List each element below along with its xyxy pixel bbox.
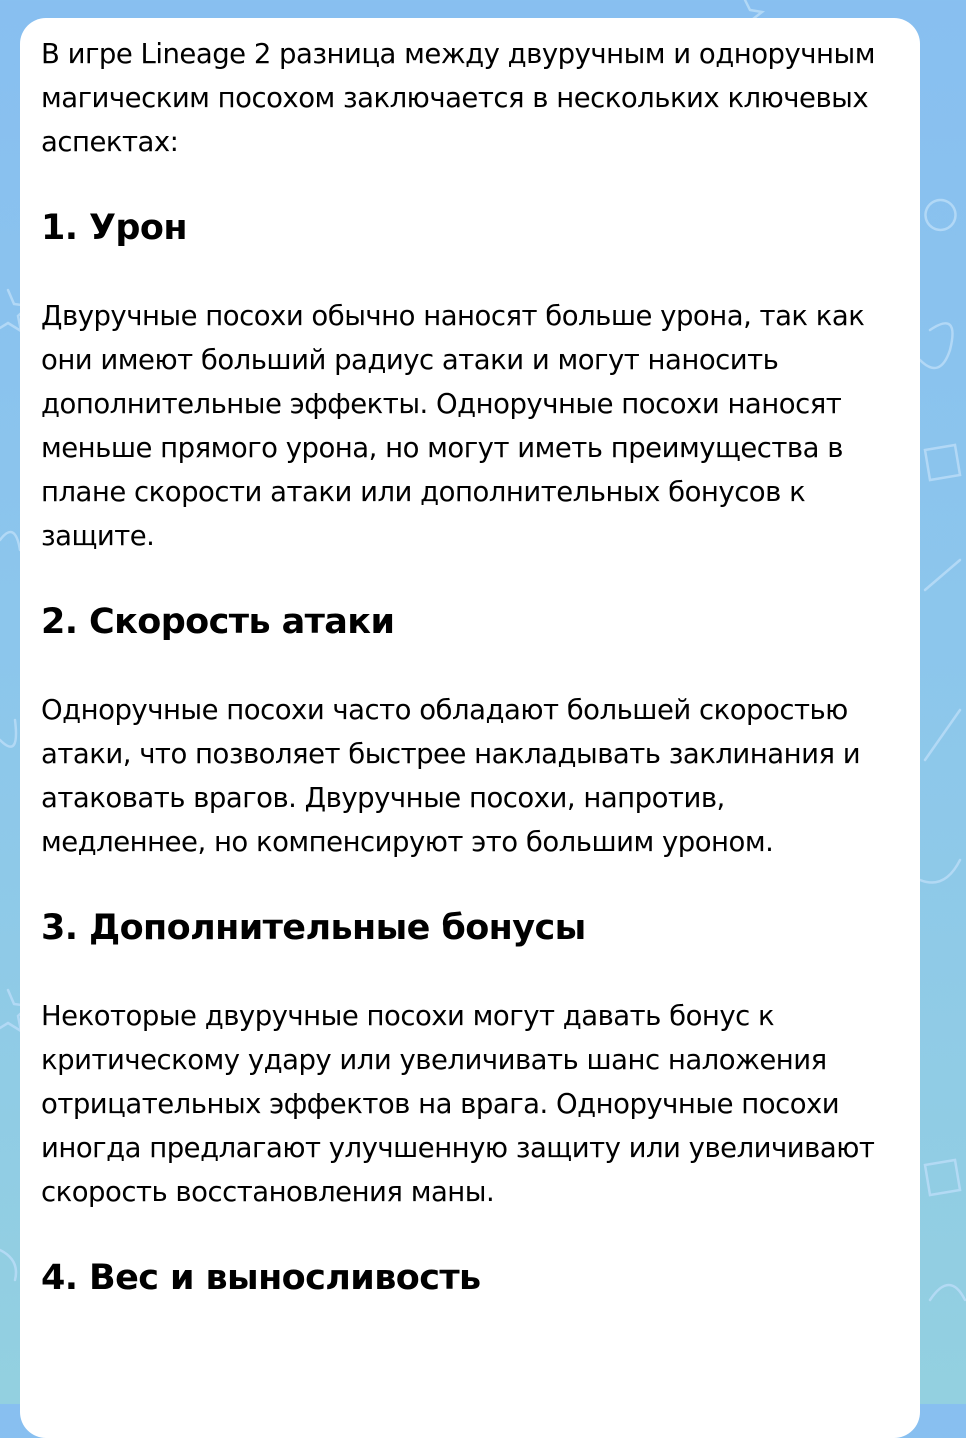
section-text-bonuses: Некоторые двуручные посохи могут давать бонус к критическому удару или увеличивать шанс наложения отрицательных эффектов на врага. Одноручные посохи иногда предлагают улучшенную защиту или увеличивают скорость восстановления маны. bbox=[41, 1000, 875, 1208]
swirl-doodle-icon bbox=[920, 323, 953, 368]
section-text-attack-speed: Одноручные посохи часто обладают большей скоростью атаки, что позволяет быстрее накладывать заклинания и атаковать врагов. Двуручные посохи, напротив, медленнее, но компенсируют это большим уроном. bbox=[41, 694, 861, 858]
square-doodle-icon bbox=[925, 1160, 960, 1195]
line-doodle-icon bbox=[925, 560, 960, 590]
section-heading-weight: 4. Вес и выносливость bbox=[41, 1258, 481, 1298]
message-intro: В игре Lineage 2 разница между двуручным и одноручным магическим посохом заключается в нескольких ключевых аспектах: bbox=[41, 38, 875, 158]
section-heading-bonuses: 3. Дополнительные бонусы bbox=[41, 908, 586, 948]
curve-doodle-icon bbox=[930, 1285, 965, 1300]
curve-doodle-icon bbox=[0, 532, 20, 550]
curve-doodle-icon bbox=[0, 720, 16, 747]
curve-doodle-icon bbox=[920, 860, 960, 883]
circle-doodle-icon bbox=[926, 200, 956, 230]
message-bubble bbox=[20, 18, 920, 1438]
section-heading-damage: 1. Урон bbox=[41, 208, 187, 248]
curve-doodle-icon bbox=[0, 1250, 16, 1280]
section-text-damage: Двуручные посохи обычно наносят больше урона, так как они имеют больший радиус атаки и могут наносить дополнительные эффекты. Одноручные посохи наносят меньше прямого урона, но могут иметь преимущества в плане скорости атаки или дополнительных бонусов к защите. bbox=[41, 300, 865, 552]
section-heading-attack-speed: 2. Скорость атаки bbox=[41, 602, 395, 642]
square-doodle-icon bbox=[925, 445, 960, 480]
line-doodle-icon bbox=[925, 710, 960, 760]
star-doodle-icon bbox=[745, 0, 762, 19]
